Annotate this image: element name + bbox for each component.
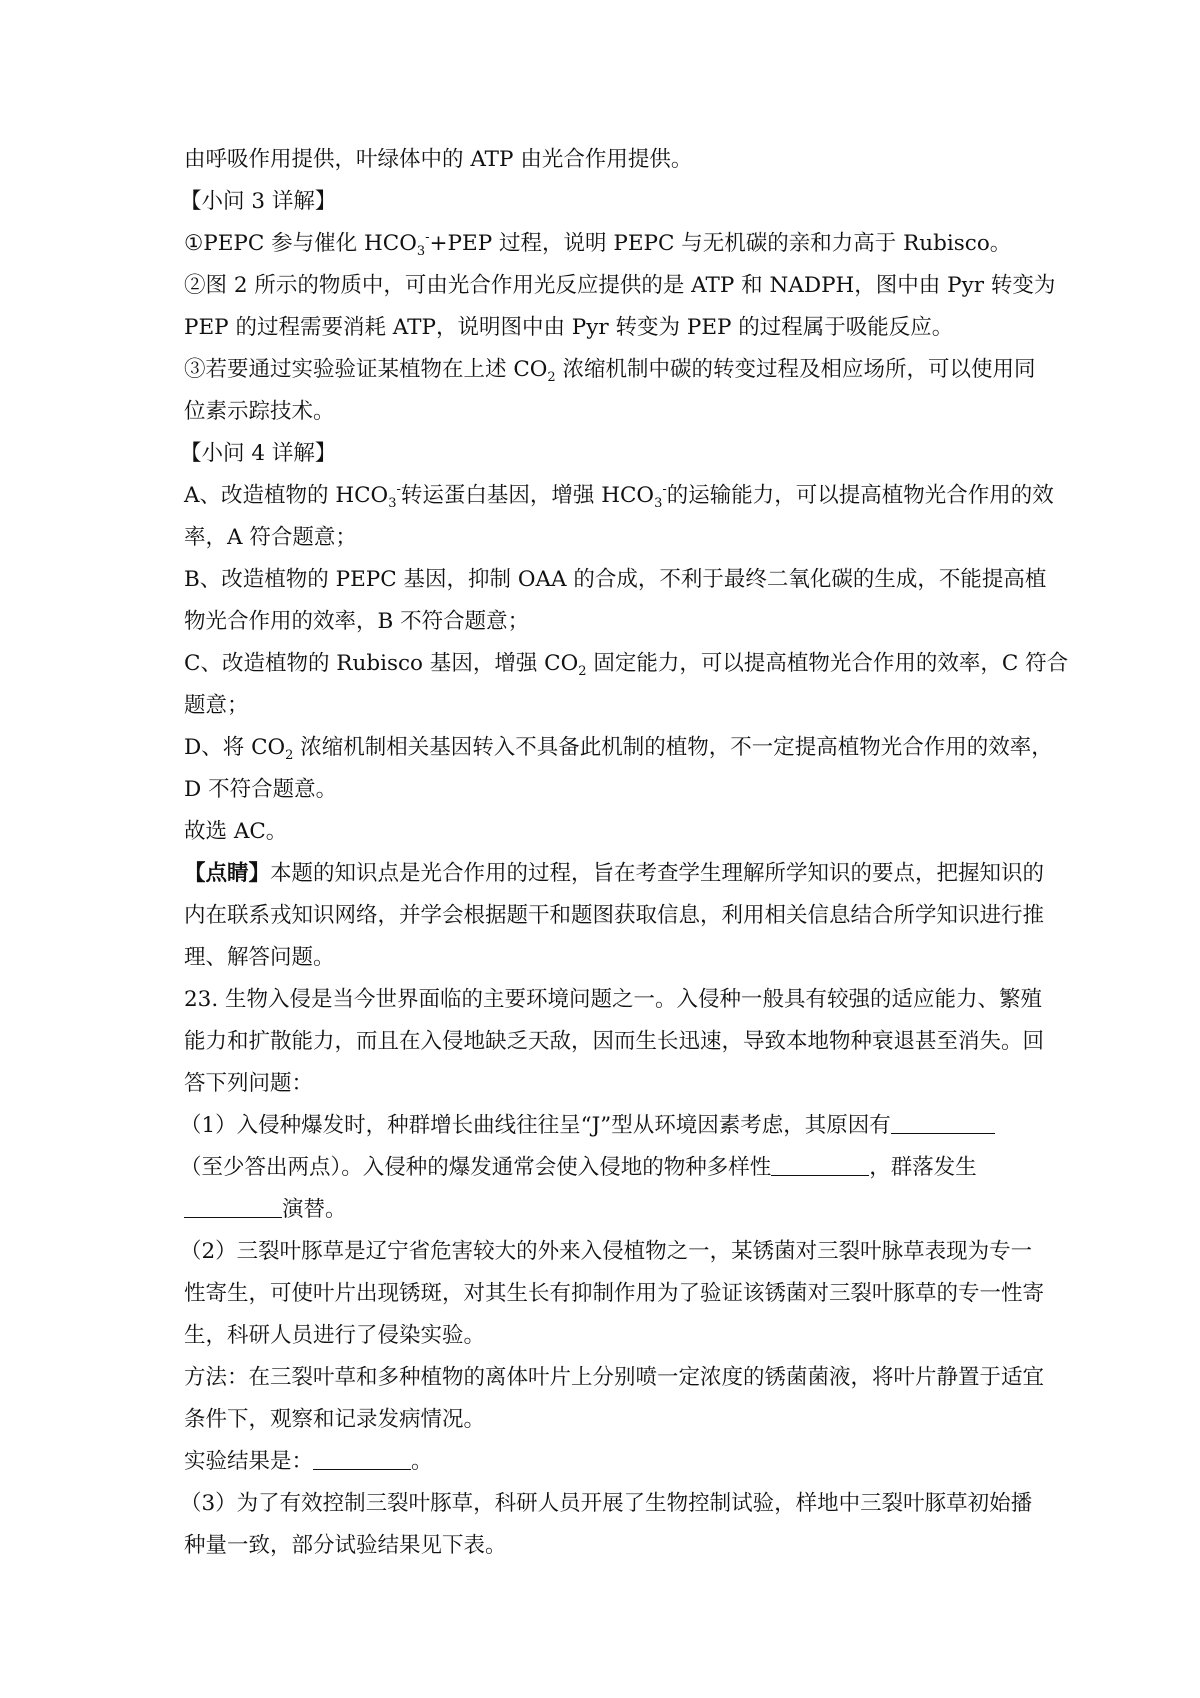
option-a-line: A、改造植物的 $HCO_3^-$转运蛋白基因，增强 $HCO_3^-$的运输能力，可以提高植物光合作用的效 — [184, 482, 1054, 511]
section-heading: 【小问 3 详解】 — [180, 189, 337, 214]
text-line: 种量一致，部分试验结果见下表。 — [184, 1533, 507, 1558]
text-line: 物光合作用的效率，B 不符合题意； — [184, 609, 530, 634]
text-line: 答下列问题： — [184, 1071, 314, 1096]
sub-question-1-line: （1）入侵种爆发时，种群增长曲线往往呈“J”型从环境因素考虑，其原因有 — [180, 1111, 1022, 1141]
text-line: 位素示踪技术。 — [184, 399, 335, 424]
text-line: ②图 2 所示的物质中，可由光合作用光反应提供的是 ATP 和 NADPH，图中由 Pyr 转变为 — [184, 273, 1056, 298]
text-line: 题意； — [184, 693, 249, 718]
text-line: PEP 的过程需要消耗 ATP，说明图中由 Pyr 转变为 PEP 的过程属于吸能反应。 — [184, 315, 954, 340]
answer-blank[interactable] — [891, 1111, 995, 1134]
comment-line: 【点睛】本题的知识点是光合作用的过程，旨在考查学生理解所学知识的要点，把握知识的 — [184, 861, 1045, 886]
answer-line: 故选 AC。 — [184, 819, 288, 844]
method-line: 方法：在三裂叶草和多种植物的离体叶片上分别喷一定浓度的锈菌菌液，将叶片静置于适宜 — [184, 1365, 1045, 1390]
text-line: 生，科研人员进行了侵染实验。 — [184, 1323, 486, 1348]
text-line: 性寄生，可使叶片出现锈斑，对其生长有抑制作用为了验证该锈菌对三裂叶豚草的专一性寄 — [184, 1281, 1045, 1306]
option-b-line: B、改造植物的 PEPC 基因，抑制 OAA 的合成，不利于最终二氧化碳的生成，不能提高植 — [184, 567, 1047, 592]
text-line: 条件下，观察和记录发病情况。 — [184, 1407, 486, 1432]
text-line: 率，A 符合题意； — [184, 525, 357, 550]
section-heading: 【小问 4 详解】 — [180, 441, 337, 466]
answer-blank[interactable] — [184, 1195, 282, 1218]
sub-question-3-line: （3）为了有效控制三裂叶豚草，科研人员开展了生物控制试验，样地中三裂叶豚草初始播 — [180, 1491, 1033, 1516]
sub-question-2-line: （2）三裂叶豚草是辽宁省危害较大的外来入侵植物之一，某锈菌对三裂叶脉草表现为专一 — [180, 1239, 1033, 1264]
text-line: ③若要通过实验验证某植物在上述 $CO_2$ 浓缩机制中碳的转变过程及相应场所，可以使用同 — [184, 357, 1036, 385]
text-line: 内在联系戎知识网络，并学会根据题干和题图获取信息，利用相关信息结合所学知识进行推 — [184, 903, 1045, 928]
text-line: 由呼吸作用提供，叶绿体中的 ATP 由光合作用提供。 — [184, 147, 693, 172]
question-23-line: 23. 生物入侵是当今世界面临的主要环境问题之一。入侵种一般具有较强的适应能力、繁殖 — [184, 987, 1043, 1012]
answer-blank[interactable] — [771, 1153, 869, 1176]
answer-blank[interactable] — [313, 1447, 411, 1470]
text-line: D 不符合题意。 — [184, 777, 338, 802]
option-d-line: D、将 $CO_2$ 浓缩机制相关基因转入不具备此机制的植物，不一定提高植物光合作用的效率， — [184, 735, 1053, 763]
text-line: 演替。 — [184, 1195, 1026, 1225]
text-line: ①PEPC 参与催化 $HCO_3^-+PEP$ 过程，说明 PEPC 与无机碳的亲和力高于 Rubisco。 — [184, 230, 1012, 259]
text-line: （至少答出两点）。入侵种的爆发通常会使入侵地的物种多样性 ，群落发生 — [180, 1155, 977, 1180]
result-line: 实验结果是： 。 — [184, 1449, 433, 1474]
text-line: 能力和扩散能力，而且在入侵地缺乏天敌，因而生长迅速，导致本地物种衰退甚至消失。回 — [184, 1029, 1045, 1054]
text-line: 理、解答问题。 — [184, 945, 335, 970]
option-c-line: C、改造植物的 Rubisco 基因，增强 $CO_2$ 固定能力，可以提高植物光合作用的效率，C 符合 — [184, 651, 1069, 679]
